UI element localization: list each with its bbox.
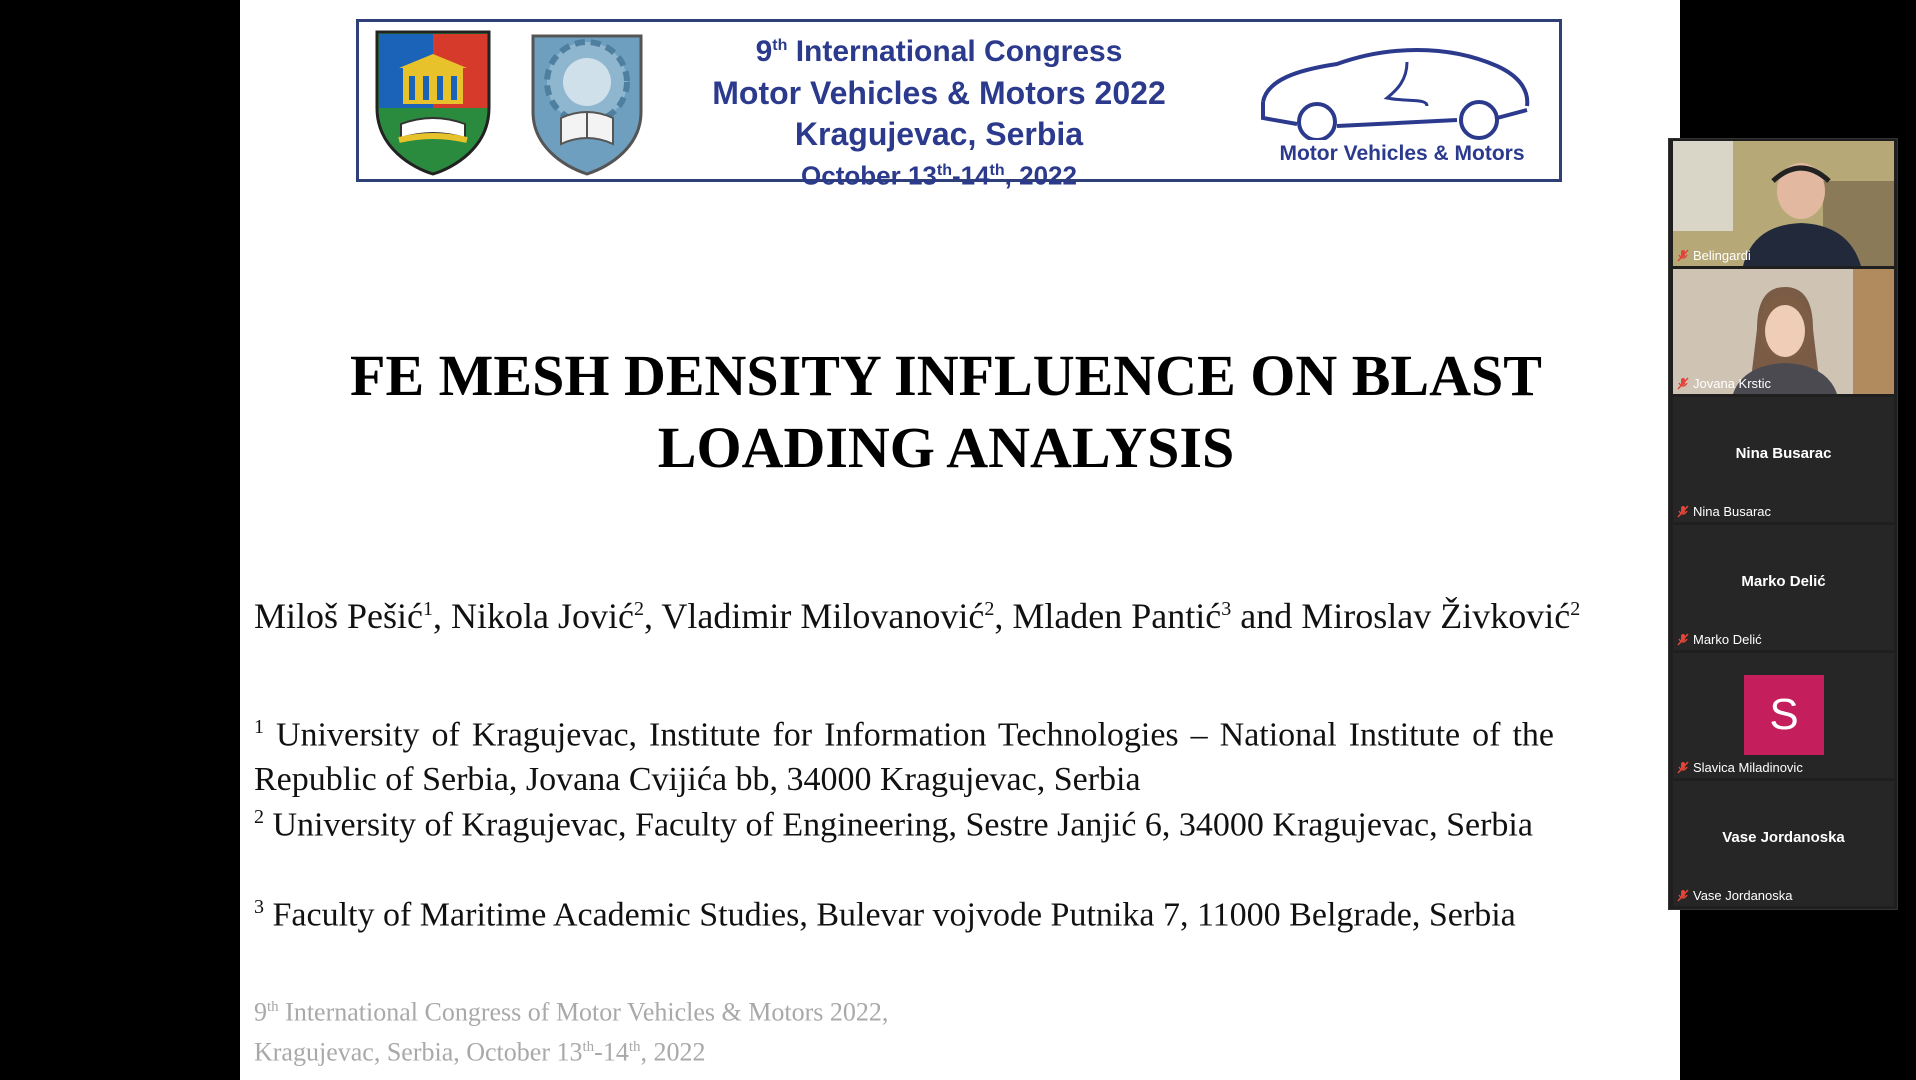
muted-mic-icon — [1677, 505, 1689, 518]
participant-tile[interactable] — [1673, 141, 1894, 266]
footer-line-1: 9th International Congress of Motor Vehicles & Motors 2022, — [254, 997, 889, 1027]
affiliation-2: $^2$ University of Kragujevac, Faculty of Engineering, Sestre Janjić 6, 34000 Kragujevac, Serbia — [254, 806, 1533, 844]
participant-tile[interactable] — [1673, 397, 1894, 522]
participant-tile[interactable] — [1673, 525, 1894, 650]
shared-screen-slide — [240, 0, 1680, 1080]
avatar: S — [1744, 675, 1824, 755]
university-crest-logo — [373, 28, 493, 178]
banner-line-date: October 13th-14th, 2022 — [801, 160, 1077, 191]
muted-mic-icon — [1677, 249, 1689, 262]
author: Miroslav Živković$^2$ — [1301, 596, 1581, 636]
author: Mladen Pantić$^3$ and — [1012, 596, 1302, 636]
congress-banner — [356, 19, 1562, 191]
author: Miloš Pešić$^1$, — [254, 596, 452, 636]
muted-mic-icon — [1677, 889, 1689, 902]
faculty-gear-logo — [527, 26, 647, 178]
banner-line-congress: 9th International Congress — [755, 35, 1123, 68]
participant-display-name: Marko Delić — [1741, 573, 1826, 590]
footer-line-2: Kragujevac, Serbia, October 13th-14th, 2022 — [254, 1037, 706, 1067]
author: Vladimir Milovanović$^2$, — [661, 596, 1013, 636]
muted-mic-icon — [1677, 377, 1689, 390]
participant-tile[interactable] — [1673, 653, 1894, 778]
banner-text — [679, 26, 1199, 193]
muted-mic-icon — [1677, 761, 1689, 774]
slide-title — [326, 340, 1566, 484]
author-list — [254, 585, 1664, 640]
car-outline-logo — [1257, 40, 1537, 140]
slide-footer — [254, 990, 888, 1069]
car-logo-caption: Motor Vehicles & Motors — [1279, 142, 1525, 165]
participant-name: Belingardi — [1693, 248, 1751, 263]
participant-name: Nina Busarac — [1693, 504, 1772, 519]
author: Nikola Jović$^2$, — [451, 596, 662, 636]
slide-title-line-1: FE MESH DENSITY INFLUENCE ON BLAST — [350, 343, 1542, 408]
banner-line-location: Kragujevac, Serbia — [794, 116, 1084, 152]
muted-mic-icon — [1677, 633, 1689, 646]
participant-tile[interactable] — [1673, 269, 1894, 394]
participant-name: Slavica Miladinovic — [1693, 760, 1803, 775]
banner-line-event: Motor Vehicles & Motors 2022 — [712, 75, 1166, 111]
participant-display-name: Vase Jordanoska — [1722, 829, 1845, 846]
affiliation-1: $^1$ University of Kragujevac, Institute for Information Technologies – National Institute of the Republic of Serbia, Jovana Cvijića bb, 34000 Kragujevac, Serbia — [254, 716, 1554, 799]
participant-name: Marko Delić — [1693, 632, 1762, 647]
participant-name: Jovana Krstic — [1693, 376, 1772, 391]
participant-display-name: Nina Busarac — [1735, 445, 1832, 462]
participant-name: Vase Jordanoska — [1693, 888, 1793, 903]
participant-tile[interactable] — [1673, 781, 1894, 906]
participants-panel[interactable] — [1668, 138, 1898, 910]
slide-title-line-2: LOADING ANALYSIS — [657, 415, 1235, 480]
affiliation-3: $^3$ Faculty of Maritime Academic Studies, Bulevar vojvode Putnika 7, 11000 Belgrade, Serbia — [254, 896, 1516, 934]
